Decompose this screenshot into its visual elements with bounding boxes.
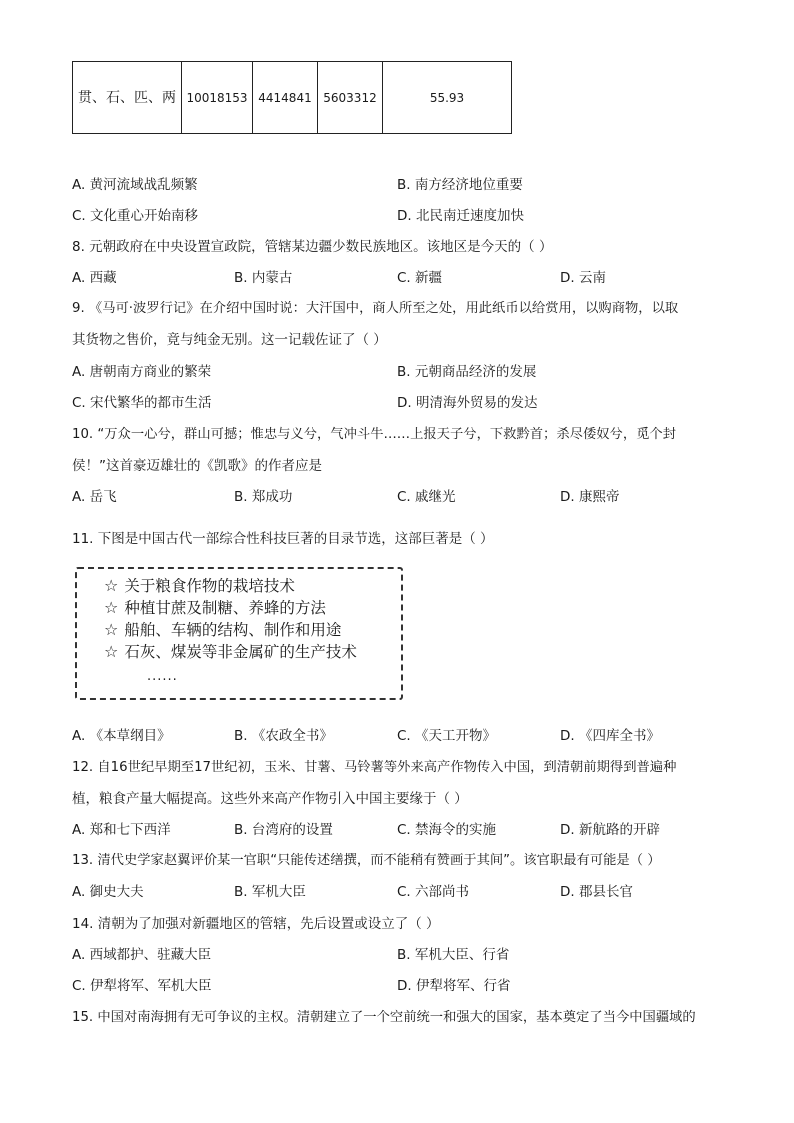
table-cell: 10018153 [182,62,253,134]
table-of-contents-box [75,567,403,700]
q14-option-c[interactable]: C. 伊犁将军、军机大臣 [72,978,212,994]
q10-option-a[interactable]: A. 岳飞 [72,489,117,505]
q9-option-a[interactable]: A. 唐朝南方商业的繁荣 [72,364,212,380]
table-cell: 5603312 [318,62,383,134]
toc-item: ☆ 关于粮食作物的栽培技术 [104,576,295,595]
q10-stem-line2: 侯！”这首豪迈雄壮的《凯歌》的作者应是 [72,458,322,474]
q13-option-d[interactable]: D. 郡县长官 [560,884,633,900]
star-icon: ☆ [104,642,119,661]
q11-stem: 11. 下图是中国古代一部综合性科技巨著的目录节选，这部巨著是（ ） [72,531,494,547]
q12-stem-line2: 植，粮食产量大幅提高。这些外来高产作物引入中国主要缘于（ ） [72,791,468,807]
q8-option-d[interactable]: D. 云南 [560,270,606,286]
q10-option-d[interactable]: D. 康熙帝 [560,489,620,505]
q11-option-d[interactable]: D. 《四库全书》 [560,728,660,744]
q9-stem-line1: 9. 《马可·波罗行记》在介绍中国时说：大汗国中，商人所至之处，用此纸币以给赏用，以购商物，以取 [72,301,679,316]
table-cell: 4414841 [253,62,318,134]
q12-option-a[interactable]: A. 郑和七下西洋 [72,822,171,838]
q15-stem-line1: 15. 中国对南海拥有无可争议的主权。清朝建立了一个空前统一和强大的国家，基本奠定了当今中国疆域的 [72,1010,696,1025]
q7-option-c[interactable]: C. 文化重心开始南移 [72,208,199,224]
q14-option-d[interactable]: D. 伊犁将军、行省 [397,978,511,994]
q8-option-b[interactable]: B. 内蒙古 [234,270,293,286]
star-icon: ☆ [104,620,119,639]
q11-option-c[interactable]: C. 《天工开物》 [397,728,497,744]
q14-option-a[interactable]: A. 西域都护、驻藏大臣 [72,947,212,963]
q13-option-b[interactable]: B. 军机大臣 [234,884,306,900]
q8-option-c[interactable]: C. 新疆 [397,270,443,286]
table-row [73,62,512,134]
q9-option-c[interactable]: C. 宋代繁华的都市生活 [72,395,212,411]
q7-option-d[interactable]: D. 北民南迁速度加快 [397,208,524,224]
q12-option-b[interactable]: B. 台湾府的设置 [234,822,333,838]
q11-option-a[interactable]: A. 《本草纲目》 [72,728,171,744]
q14-stem: 14. 清朝为了加强对新疆地区的管辖，先后设置或设立了（ ） [72,916,440,932]
q11-option-b[interactable]: B. 《农政全书》 [234,728,333,744]
toc-item: ☆ 石灰、煤炭等非金属矿的生产技术 [104,642,357,661]
statistics-table [72,61,512,134]
q9-stem-line2: 其货物之售价，竟与纯金无别。这一记载佐证了（ ） [72,332,387,348]
q8-option-a[interactable]: A. 西藏 [72,270,117,286]
q12-stem-line1: 12. 自16世纪早期至17世纪初，玉米、甘薯、马铃薯等外来高产作物传入中国，到清朝前期得到普遍种 [72,760,677,775]
q14-option-b[interactable]: B. 军机大臣、行省 [397,947,510,963]
q10-option-b[interactable]: B. 郑成功 [234,489,293,505]
q8-stem: 8. 元朝政府在中央设置宣政院，管辖某边疆少数民族地区。该地区是今天的（ ） [72,239,553,255]
star-icon: ☆ [104,598,119,617]
q9-option-b[interactable]: B. 元朝商品经济的发展 [397,364,537,380]
q7-option-b[interactable]: B. 南方经济地位重要 [397,177,523,193]
q10-option-c[interactable]: C. 戚继光 [397,489,456,505]
q12-option-c[interactable]: C. 禁海令的实施 [397,822,497,838]
q10-stem-line1: 10. “万众一心兮，群山可撼；惟忠与义兮，气冲斗牛……上报天子兮，下救黔首；杀尽倭奴兮，觅个封 [72,427,677,442]
table-cell: 55.93 [383,62,512,134]
q12-option-d[interactable]: D. 新航路的开辟 [560,822,660,838]
table-cell-unit: 贯、石、匹、两 [73,62,182,134]
toc-ellipsis: ...... [147,669,178,684]
q7-option-a[interactable]: A. 黄河流域战乱频繁 [72,177,198,193]
q13-option-c[interactable]: C. 六部尚书 [397,884,470,900]
toc-item: ☆ 种植甘蔗及制糖、养蜂的方法 [104,598,326,617]
q13-stem: 13. 清代史学家赵翼评价某一官职“只能传述缮撰，而不能稍有赞画于其间”。该官职最有可能是（ ） [72,853,661,868]
toc-item: ☆ 船舶、车辆的结构、制作和用途 [104,620,342,639]
q9-option-d[interactable]: D. 明清海外贸易的发达 [397,395,538,411]
star-icon: ☆ [104,576,119,595]
q13-option-a[interactable]: A. 御史大夫 [72,884,144,900]
